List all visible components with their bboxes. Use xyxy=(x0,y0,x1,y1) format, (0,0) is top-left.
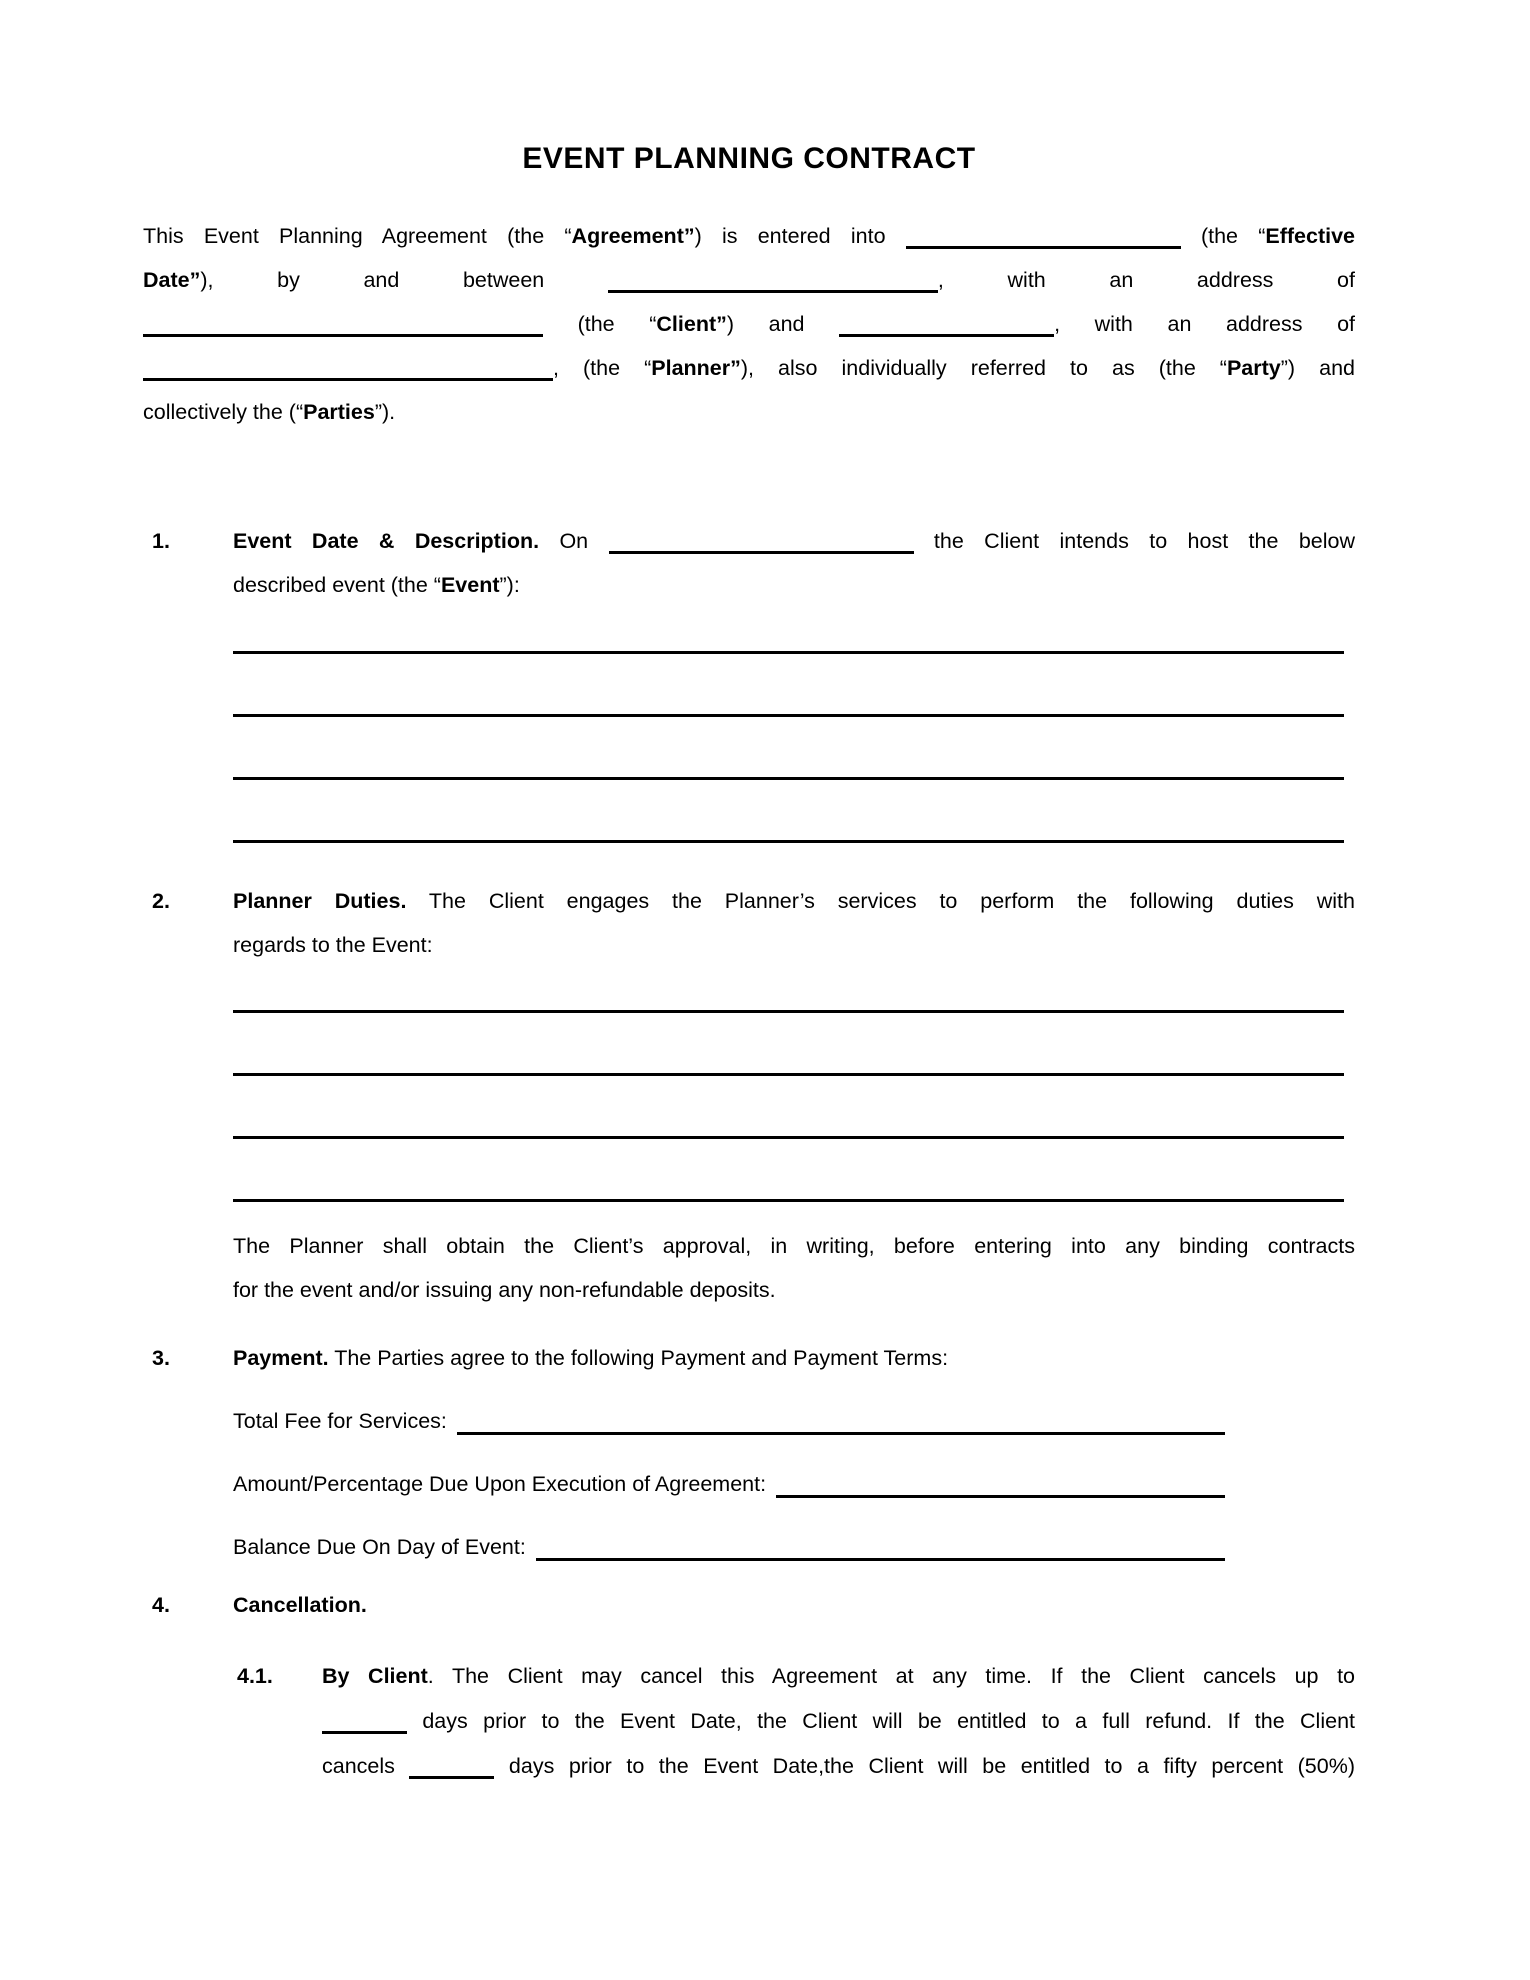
blank-write-in-line xyxy=(233,777,1344,780)
payment-field-label: Balance Due On Day of Event: xyxy=(233,1535,526,1559)
subsection-number: 4.1. xyxy=(237,1664,273,1688)
approval-line-1 xyxy=(233,1224,1355,1268)
intro-line-5 xyxy=(143,390,1355,434)
text-run-bold: Effective xyxy=(1265,224,1355,248)
fill-in-blank-planner-name xyxy=(839,314,1054,337)
text-run: (the “ xyxy=(1180,224,1266,248)
section-4-1-line-2 xyxy=(322,1699,1355,1744)
text-run: ”). xyxy=(374,400,396,424)
blank-write-in-line xyxy=(233,1073,1344,1076)
section-4-1-line-1 xyxy=(322,1654,1355,1699)
fill-in-blank-client-address xyxy=(143,314,543,337)
section-heading: Event Date & Description. xyxy=(233,529,540,553)
blank-write-in-line xyxy=(233,714,1344,717)
section-heading: Cancellation. xyxy=(233,1593,367,1617)
section-4-line-1 xyxy=(233,1583,1355,1627)
payment-field-label: Amount/Percentage Due Upon Execution of Agreement: xyxy=(233,1472,767,1496)
intro-line-3 xyxy=(143,302,1355,346)
section-3-line-1 xyxy=(233,1336,1355,1380)
text-run-bold: Date” xyxy=(143,268,201,292)
document-title: EVENT PLANNING CONTRACT xyxy=(522,142,976,175)
payment-field-label: Total Fee for Services: xyxy=(233,1409,447,1433)
payment-field-blank xyxy=(776,1462,1225,1498)
section-4-1-by-client xyxy=(143,1654,1355,1789)
text-run-bold: Planner” xyxy=(651,356,741,380)
text-run: for the event and/or issuing any non-refundable deposits. xyxy=(233,1278,776,1302)
section-4-1-line-3 xyxy=(322,1744,1355,1789)
text-run: This Event Planning Agreement (the “ xyxy=(143,224,572,248)
section-4-cancellation xyxy=(143,1583,1355,1627)
section-heading: Payment. xyxy=(233,1346,329,1370)
payment-field-blank xyxy=(457,1399,1225,1435)
text-run-bold: Client” xyxy=(656,312,727,336)
payment-field-balance-due xyxy=(233,1525,1225,1569)
section-2-line-2 xyxy=(233,923,1355,967)
text-run: , with an address of xyxy=(937,268,1355,292)
intro-line-1 xyxy=(143,214,1355,258)
intro-line-4 xyxy=(143,346,1355,390)
fill-in-blank-days-half-refund xyxy=(409,1756,494,1779)
intro-paragraph xyxy=(143,214,1355,434)
section-heading: Planner Duties. xyxy=(233,889,407,913)
section-number: 3. xyxy=(152,1346,170,1370)
text-run: the Client intends to host the below xyxy=(913,529,1355,553)
text-run: ”): xyxy=(499,573,520,597)
text-run-bold: Agreement” xyxy=(571,224,695,248)
fill-in-blank-days-full-refund xyxy=(322,1711,407,1734)
text-run-bold: Party xyxy=(1226,356,1281,380)
blank-write-in-line xyxy=(233,651,1344,654)
section-number: 4. xyxy=(152,1593,170,1617)
section-3-payment xyxy=(143,1336,1355,1380)
text-run: collectively the (“ xyxy=(143,400,304,424)
text-run: days prior to the Event Date, the Client will be entitled to a full refund. If the Client xyxy=(407,1709,1355,1733)
intro-line-2 xyxy=(143,258,1355,302)
blank-write-in-line xyxy=(233,1010,1344,1013)
text-run: . The Client may cancel this Agreement at any time. If the Client cancels up to xyxy=(427,1664,1355,1688)
text-run: days prior to the Event Date,the Client will be entitled to a fifty percent (50%) xyxy=(494,1754,1355,1778)
text-run: (the “ xyxy=(543,312,657,336)
fill-in-blank-effective-date xyxy=(906,226,1181,249)
text-run: regards to the Event: xyxy=(233,933,433,957)
text-run: ) is entered into xyxy=(694,224,906,248)
text-run: ), also individually referred to as (the “ xyxy=(740,356,1227,380)
section-1-line-2 xyxy=(233,563,1355,607)
text-run-bold: Event xyxy=(440,573,500,597)
section-1-line-1 xyxy=(233,519,1355,563)
section-1-event-date xyxy=(143,519,1355,607)
event-description-write-in-lines xyxy=(233,651,1344,903)
blank-write-in-line xyxy=(233,1199,1344,1202)
section-number: 1. xyxy=(152,529,170,553)
text-run: cancels xyxy=(322,1754,410,1778)
text-run: , with an address of xyxy=(1054,312,1355,336)
approval-line-2 xyxy=(233,1268,1355,1312)
text-run: ”) and xyxy=(1280,356,1355,380)
subsection-heading: By Client xyxy=(322,1664,428,1688)
text-run: The Parties agree to the following Payment and Payment Terms: xyxy=(328,1346,949,1370)
text-run: , (the “ xyxy=(553,356,652,380)
approval-paragraph xyxy=(143,1224,1355,1312)
text-run: ) and xyxy=(726,312,840,336)
fill-in-blank-event-date xyxy=(609,531,914,554)
section-2-planner-duties xyxy=(143,879,1355,967)
text-run: The Client engages the Planner’s services to perform the following duties with xyxy=(406,889,1355,913)
text-run: The Planner shall obtain the Client’s approval, in writing, before entering into any binding contracts xyxy=(233,1234,1355,1258)
section-number: 2. xyxy=(152,889,170,913)
text-run: described event (the “ xyxy=(233,573,441,597)
payment-field-amount-due xyxy=(233,1462,1225,1506)
fill-in-blank-client-name xyxy=(608,270,938,293)
payment-field-blank xyxy=(536,1525,1225,1561)
text-run: On xyxy=(539,529,609,553)
blank-write-in-line xyxy=(233,1136,1344,1139)
text-run-bold: Parties xyxy=(303,400,375,424)
payment-field-total-fee xyxy=(233,1399,1225,1443)
text-run: ), by and between xyxy=(200,268,608,292)
fill-in-blank-planner-address xyxy=(143,358,553,381)
blank-write-in-line xyxy=(233,840,1344,843)
section-2-line-1 xyxy=(233,879,1355,923)
